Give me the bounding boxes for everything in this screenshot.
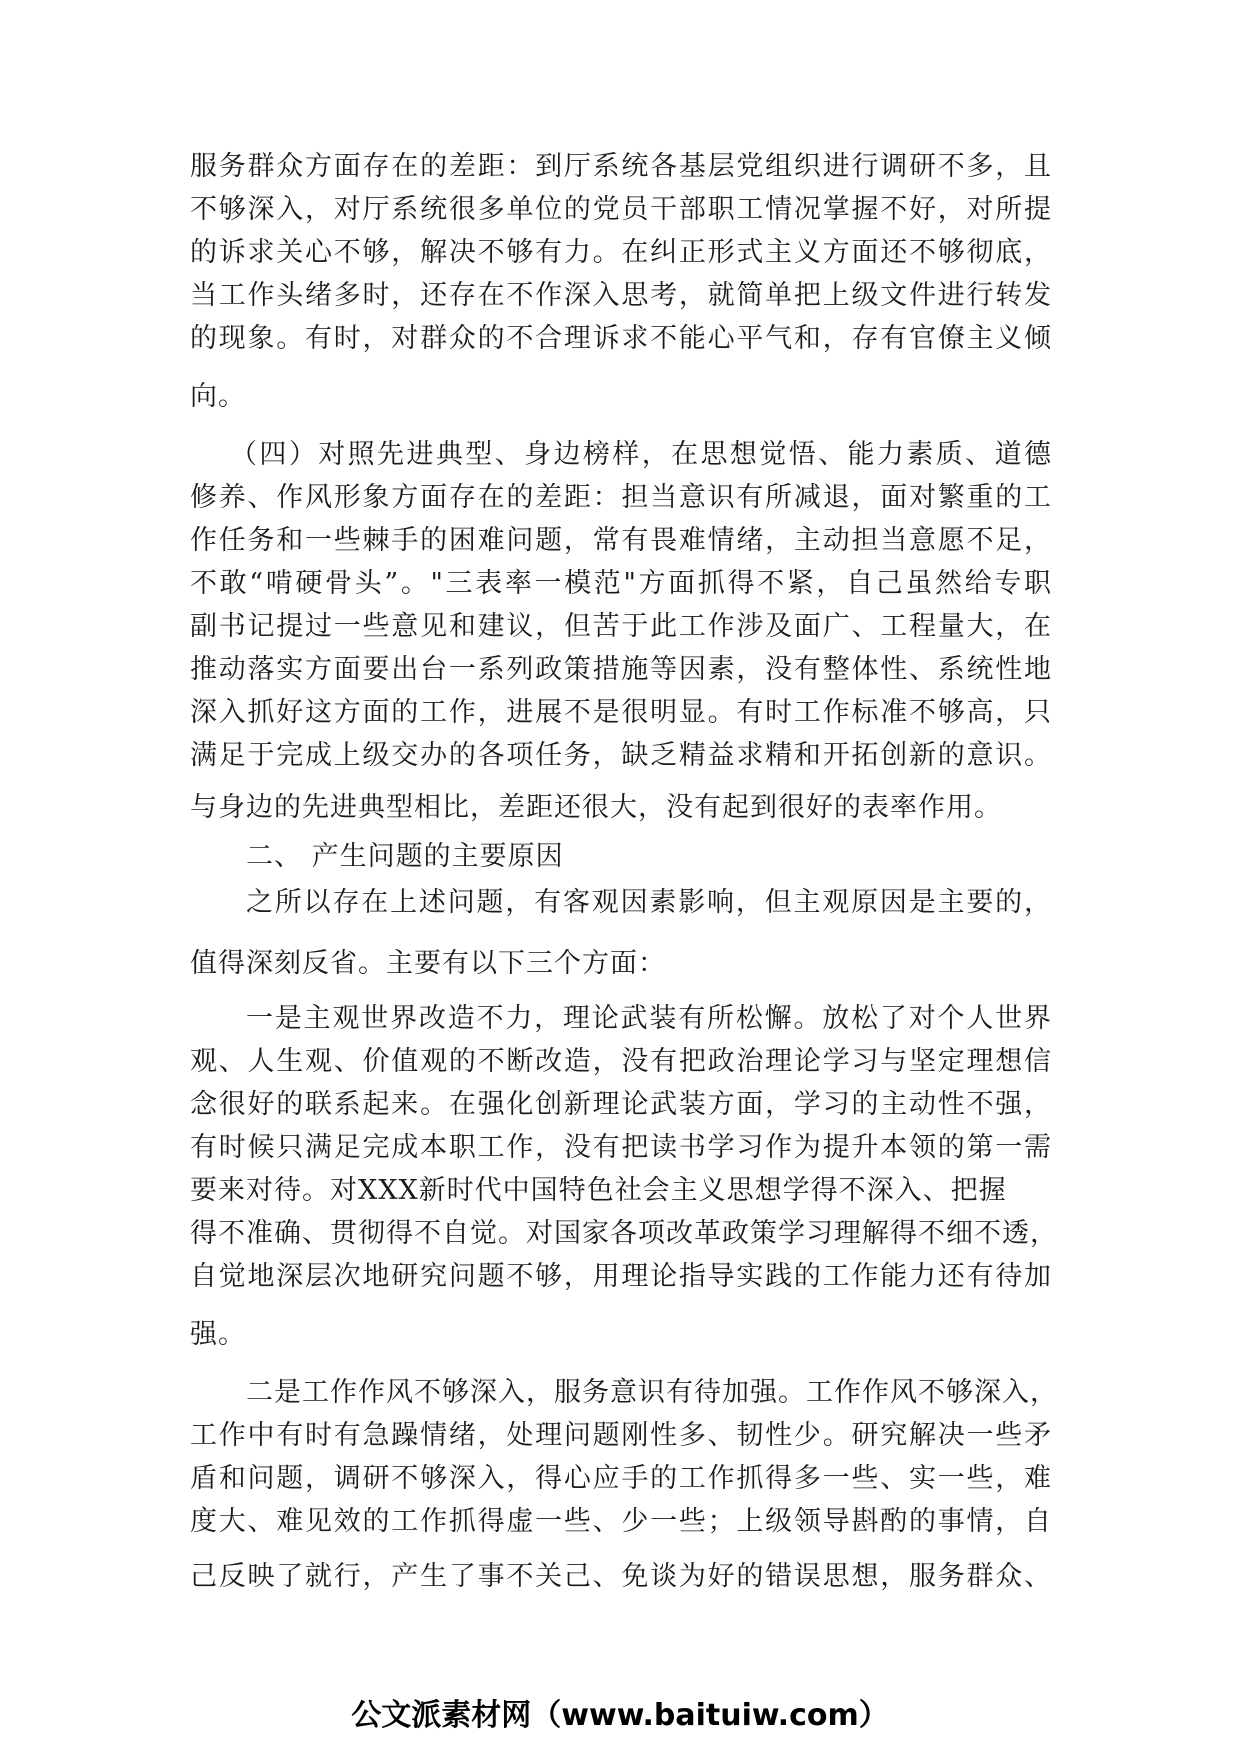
text-line: 有时候只满足完成本职工作，没有把读书学习作为提升本领的第一需 bbox=[190, 1132, 1052, 1163]
text-line: 推动落实方面要出台一系列政策措施等因素，没有整体性、系统性地 bbox=[190, 654, 1052, 685]
text-line: 的现象。有时，对群众的不合理诉求不能心平气和，存有官僚主义倾 bbox=[190, 323, 1052, 354]
text-line: 不够深入，对厅系统很多单位的党员干部职工情况掌握不好，对所提 bbox=[190, 194, 1052, 225]
text-line: 修养、作风形象方面存在的差距：担当意识有所减退，面对繁重的工 bbox=[190, 482, 1052, 513]
text-line: 强。 bbox=[190, 1319, 246, 1350]
text-line: 值得深刻反省。主要有以下三个方面： bbox=[190, 948, 666, 979]
text-line: 一是主观世界改造不力，理论武装有所松懈。放松了对个人世界 bbox=[246, 1003, 1052, 1034]
text-line: 深入抓好这方面的工作，进展不是很明显。有时工作标准不够高，只 bbox=[190, 697, 1052, 728]
text-line: 作任务和一些棘手的困难问题，常有畏难情绪，主动担当意愿不足， bbox=[190, 525, 1052, 556]
text-line: 当工作头绪多时，还存在不作深入思考，就简单把上级文件进行转发 bbox=[190, 280, 1052, 311]
text-line: 的诉求关心不够，解决不够有力。在纠正形式主义方面还不够彻底， bbox=[190, 237, 1052, 268]
section-heading: 二、 产生问题的主要原因 bbox=[246, 841, 564, 872]
text-line: 不敢“啃硬骨头”。"三表率一模范"方面抓得不紧，自己虽然给专职 bbox=[190, 568, 1052, 599]
text-line: 与身边的先进典型相比，差距还很大，没有起到很好的表率作用。 bbox=[190, 792, 1002, 823]
text-line: 满足于完成上级交办的各项任务，缺乏精益求精和开拓创新的意识。 bbox=[190, 740, 1052, 771]
text-line: 要来对待。对XXX新时代中国特色社会主义思想学得不深入、把握 bbox=[190, 1175, 1007, 1206]
text-line: 二是工作作风不够深入，服务意识有待加强。工作作风不够深入， bbox=[246, 1377, 1058, 1408]
text-line: 度大、难见效的工作抓得虚一些、少一些；上级领导斟酌的事情，自 bbox=[190, 1506, 1052, 1537]
text-line: 盾和问题，调研不够深入，得心应手的工作抓得多一些、实一些，难 bbox=[190, 1463, 1052, 1494]
text-line: 向。 bbox=[190, 381, 246, 412]
text-line: 念很好的联系起来。在强化创新理论武装方面，学习的主动性不强， bbox=[190, 1089, 1052, 1120]
footer-watermark: 公文派素材网（www.baituiw.com） bbox=[351, 1698, 889, 1733]
paragraph-heading-line: （四）对照先进典型、身边榜样，在思想觉悟、能力素质、道德 bbox=[230, 439, 1052, 470]
text-line: 自觉地深层次地研究问题不够，用理论指导实践的工作能力还有待加 bbox=[190, 1261, 1052, 1292]
text-line: 之所以存在上述问题，有客观因素影响，但主观原因是主要的， bbox=[246, 887, 1052, 918]
text-line: 己反映了就行，产生了事不关己、免谈为好的错误思想，服务群众、 bbox=[190, 1561, 1052, 1592]
text-line: 观、人生观、价值观的不断改造，没有把政治理论学习与坚定理想信 bbox=[190, 1046, 1052, 1077]
text-line: 工作中有时有急躁情绪，处理问题刚性多、韧性少。研究解决一些矛 bbox=[190, 1420, 1052, 1451]
text-line: 副书记提过一些意见和建议，但苦于此工作涉及面广、工程量大，在 bbox=[190, 611, 1052, 642]
text-line: 服务群众方面存在的差距：到厅系统各基层党组织进行调研不多，且 bbox=[190, 151, 1052, 182]
text-line: 得不准确、贯彻得不自觉。对国家各项改革政策学习理解得不细不透， bbox=[190, 1218, 1058, 1249]
